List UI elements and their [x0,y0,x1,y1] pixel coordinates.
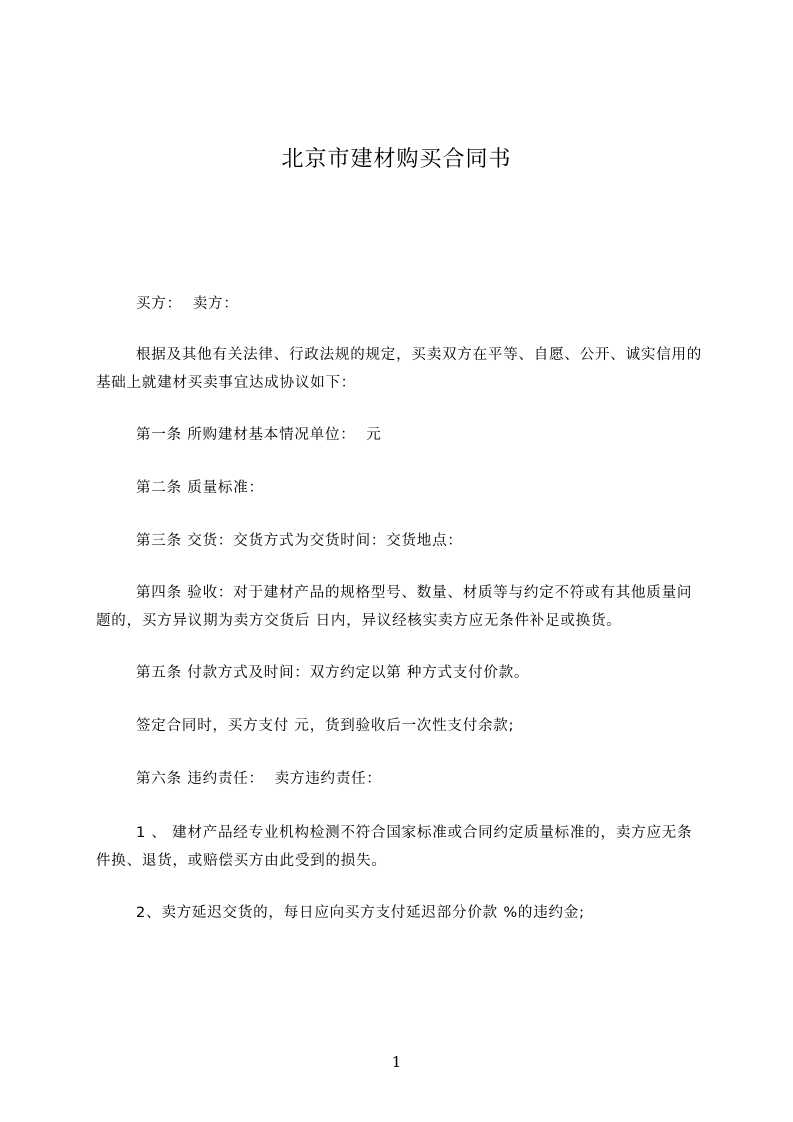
article-6: 第六条 违约责任： 卖方违约责任： [136,771,382,787]
liability-item-1: 1 、 建材产品经专业机构检测不符合国家标准或合同约定质量标准的，卖方应无条件换、退货，或赔偿买方由此受到的损失。 [96,825,693,869]
article-5: 第五条 付款方式及时间：双方约定以第 种方式支付价款。 [136,665,530,681]
article-3: 第三条 交货：交货方式为交货时间：交货地点： [136,533,463,549]
parties-line: 买方： 卖方： [136,296,239,312]
payment-clause: 签定合同时，买方支付 元，货到验收后一次性支付余款; [136,718,515,734]
preamble-paragraph: 根据及其他有关法律、行政法规的规定，买卖双方在平等、自愿、公开、诚实信用的基础上就建材买卖事宜达成协议如下： [96,347,703,391]
liability-item-2: 2、卖方延迟交货的，每日应向买方支付延迟部分价款 %的违约金; [136,905,585,921]
article-1: 第一条 所购建材基本情况单位： 元 [136,427,382,443]
document-title: 北京市建材购买合同书 [281,147,512,172]
article-2: 第二条 质量标准： [136,480,264,496]
page-number: 1 [391,1053,402,1071]
article-4: 第四条 验收：对于建材产品的规格型号、数量、材质等与约定不符或有其他质量问题的，买方异议期为卖方交货后 日内，异议经核实卖方应无条件补足或换货。 [96,585,693,629]
